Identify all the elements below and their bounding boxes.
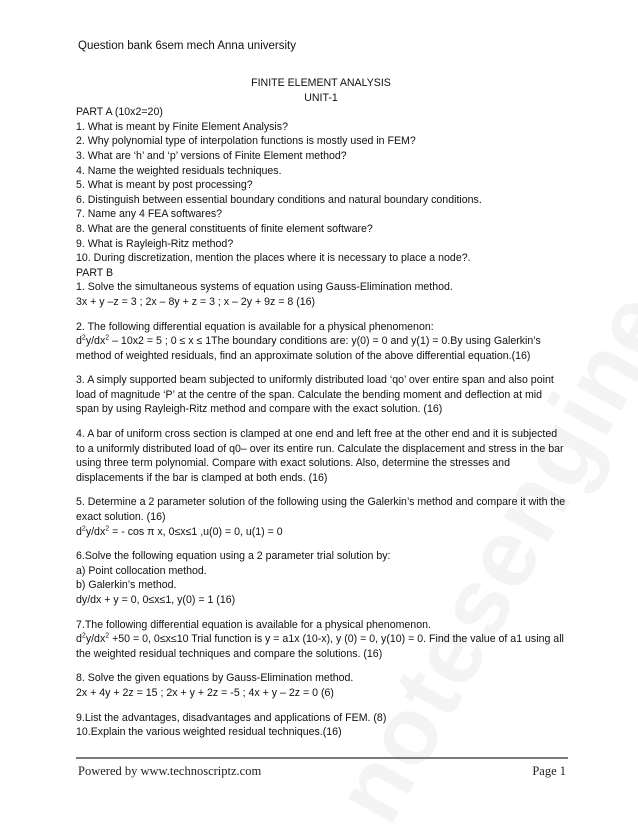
part-a-question: 5. What is meant by post processing? bbox=[76, 179, 253, 192]
part-b-question-6-equation: dy/dx + y = 0, 0≤x≤1, y(0) = 1 (16) bbox=[76, 594, 236, 606]
part-b-question-7: 7.The following differential equation is available for a physical phenomenon. bbox=[76, 618, 431, 631]
part-a-heading: PART A (10x2=20) bbox=[76, 106, 163, 119]
part-b-heading: PART B bbox=[76, 266, 114, 279]
part-b-question-3: 3. A simply supported beam subjected to uniformly distributed load ‘qo’ over entire span and also point load of magnitude ‘P’ at the centre of the span. Calculate the bending moment and deflection at mid span by using Rayleigh-Ritz method and compare with the exact solution. (16) bbox=[76, 374, 554, 416]
document-body bbox=[76, 76, 566, 740]
part-a-question: 9. What is Rayleigh-Ritz method? bbox=[76, 237, 234, 250]
part-a-question: 3. What are ‘h’ and ‘p’ versions of Finite Element method? bbox=[76, 149, 347, 162]
part-b-question-9: 9.List the advantages, disadvantages and applications of FEM. (8) bbox=[76, 711, 387, 724]
part-a-question: 6. Distinguish between essential boundary conditions and natural boundary conditions. bbox=[76, 193, 482, 206]
part-a-question: 8. What are the general constituents of finite element software? bbox=[76, 222, 373, 235]
part-a-question: 7. Name any 4 FEA softwares? bbox=[76, 208, 223, 221]
footer-divider bbox=[76, 757, 568, 759]
part-b-question-2: 2. The following differential equation is available for a physical phenomenon: bbox=[76, 320, 434, 333]
page-number: Page 1 bbox=[532, 764, 566, 778]
part-b-question-6: 6.Solve the following equation using a 2 parameter trial solution by: bbox=[76, 550, 391, 563]
document-title: FINITE ELEMENT ANALYSIS bbox=[251, 77, 391, 89]
part-b-question-4: 4. A bar of uniform cross section is clamped at one end and left free at the other end and it is subjected to a uniformly distributed load of q0– over its entire run. Calculate the displacement and stress in the bar using three term polynomial. Compare with exact solutions. Also, determine the stresses and displacements if the bar is clamped at both ends. (16) bbox=[76, 428, 564, 484]
footer-source: Powered by www.technoscriptz.com bbox=[78, 764, 262, 778]
part-b-question-7-equation: $d^2y/dx^2 +50 = 0$, 0≤x≤10 Trial function is y = a1x (10-x), y (0) = 0, y(10) = 0. Find the value of a1 using all bbox=[76, 632, 564, 646]
part-b-question-6-a: a) Point collocation method. bbox=[76, 564, 207, 577]
part-b-question-2-cont: method of weighted residuals, find an approximate solution of the above differential equation.(16) bbox=[76, 349, 531, 362]
part-b-question-7-cont: the weighted residual techniques and compare the solutions. (16) bbox=[76, 647, 383, 660]
part-b-question-10: 10.Explain the various weighted residual techniques.(16) bbox=[76, 726, 342, 739]
part-a-question: 10. During discretization, mention the places where it is necessary to place a node?. bbox=[76, 252, 471, 265]
part-a-question: 2. Why polynomial type of interpolation functions is mostly used in FEM? bbox=[76, 135, 416, 148]
part-b-question-8-equation: 2x + 4y + 2z = 15 ; 2x + y + 2z = -5 ; 4x + y – 2z = 0 (6) bbox=[76, 686, 334, 699]
part-b-question-2-equation: $d^2y/dx^2 - 10x2 = 5$ ; 0 ≤ x ≤ 1The boundary conditions are: y(0) = 0 and y(1) = 0.By using Galerkin’s bbox=[76, 334, 541, 348]
part-b-question-5: 5. Determine a 2 parameter solution of the following using the Galerkin’s method and compare it with the exact solution. (16) bbox=[76, 496, 566, 524]
part-a-question: 1. What is meant by Finite Element Analysis? bbox=[76, 120, 288, 133]
page-header: Question bank 6sem mech Anna university bbox=[78, 40, 296, 52]
part-b-question-8: 8. Solve the given equations by Gauss-Elimination method. bbox=[76, 672, 354, 685]
part-b-question-1: 1. Solve the simultaneous systems of equation using Gauss-Elimination method. bbox=[76, 281, 453, 294]
part-b-question-6-b: b) Galerkin’s method. bbox=[76, 579, 177, 592]
part-b-question-5-equation: $d^2y/dx^2$ = - cos π x, 0≤x≤1 ,u(0) = 0, u(1) = 0 bbox=[76, 525, 283, 538]
part-a-question: 4. Name the weighted residuals techniques. bbox=[76, 164, 282, 177]
unit-heading: UNIT-1 bbox=[304, 91, 338, 104]
part-b-question-1-equation: 3x + y –z = 3 ; 2x – 8y + z = 3 ; x – 2y + 9z = 8 (16) bbox=[76, 295, 316, 308]
